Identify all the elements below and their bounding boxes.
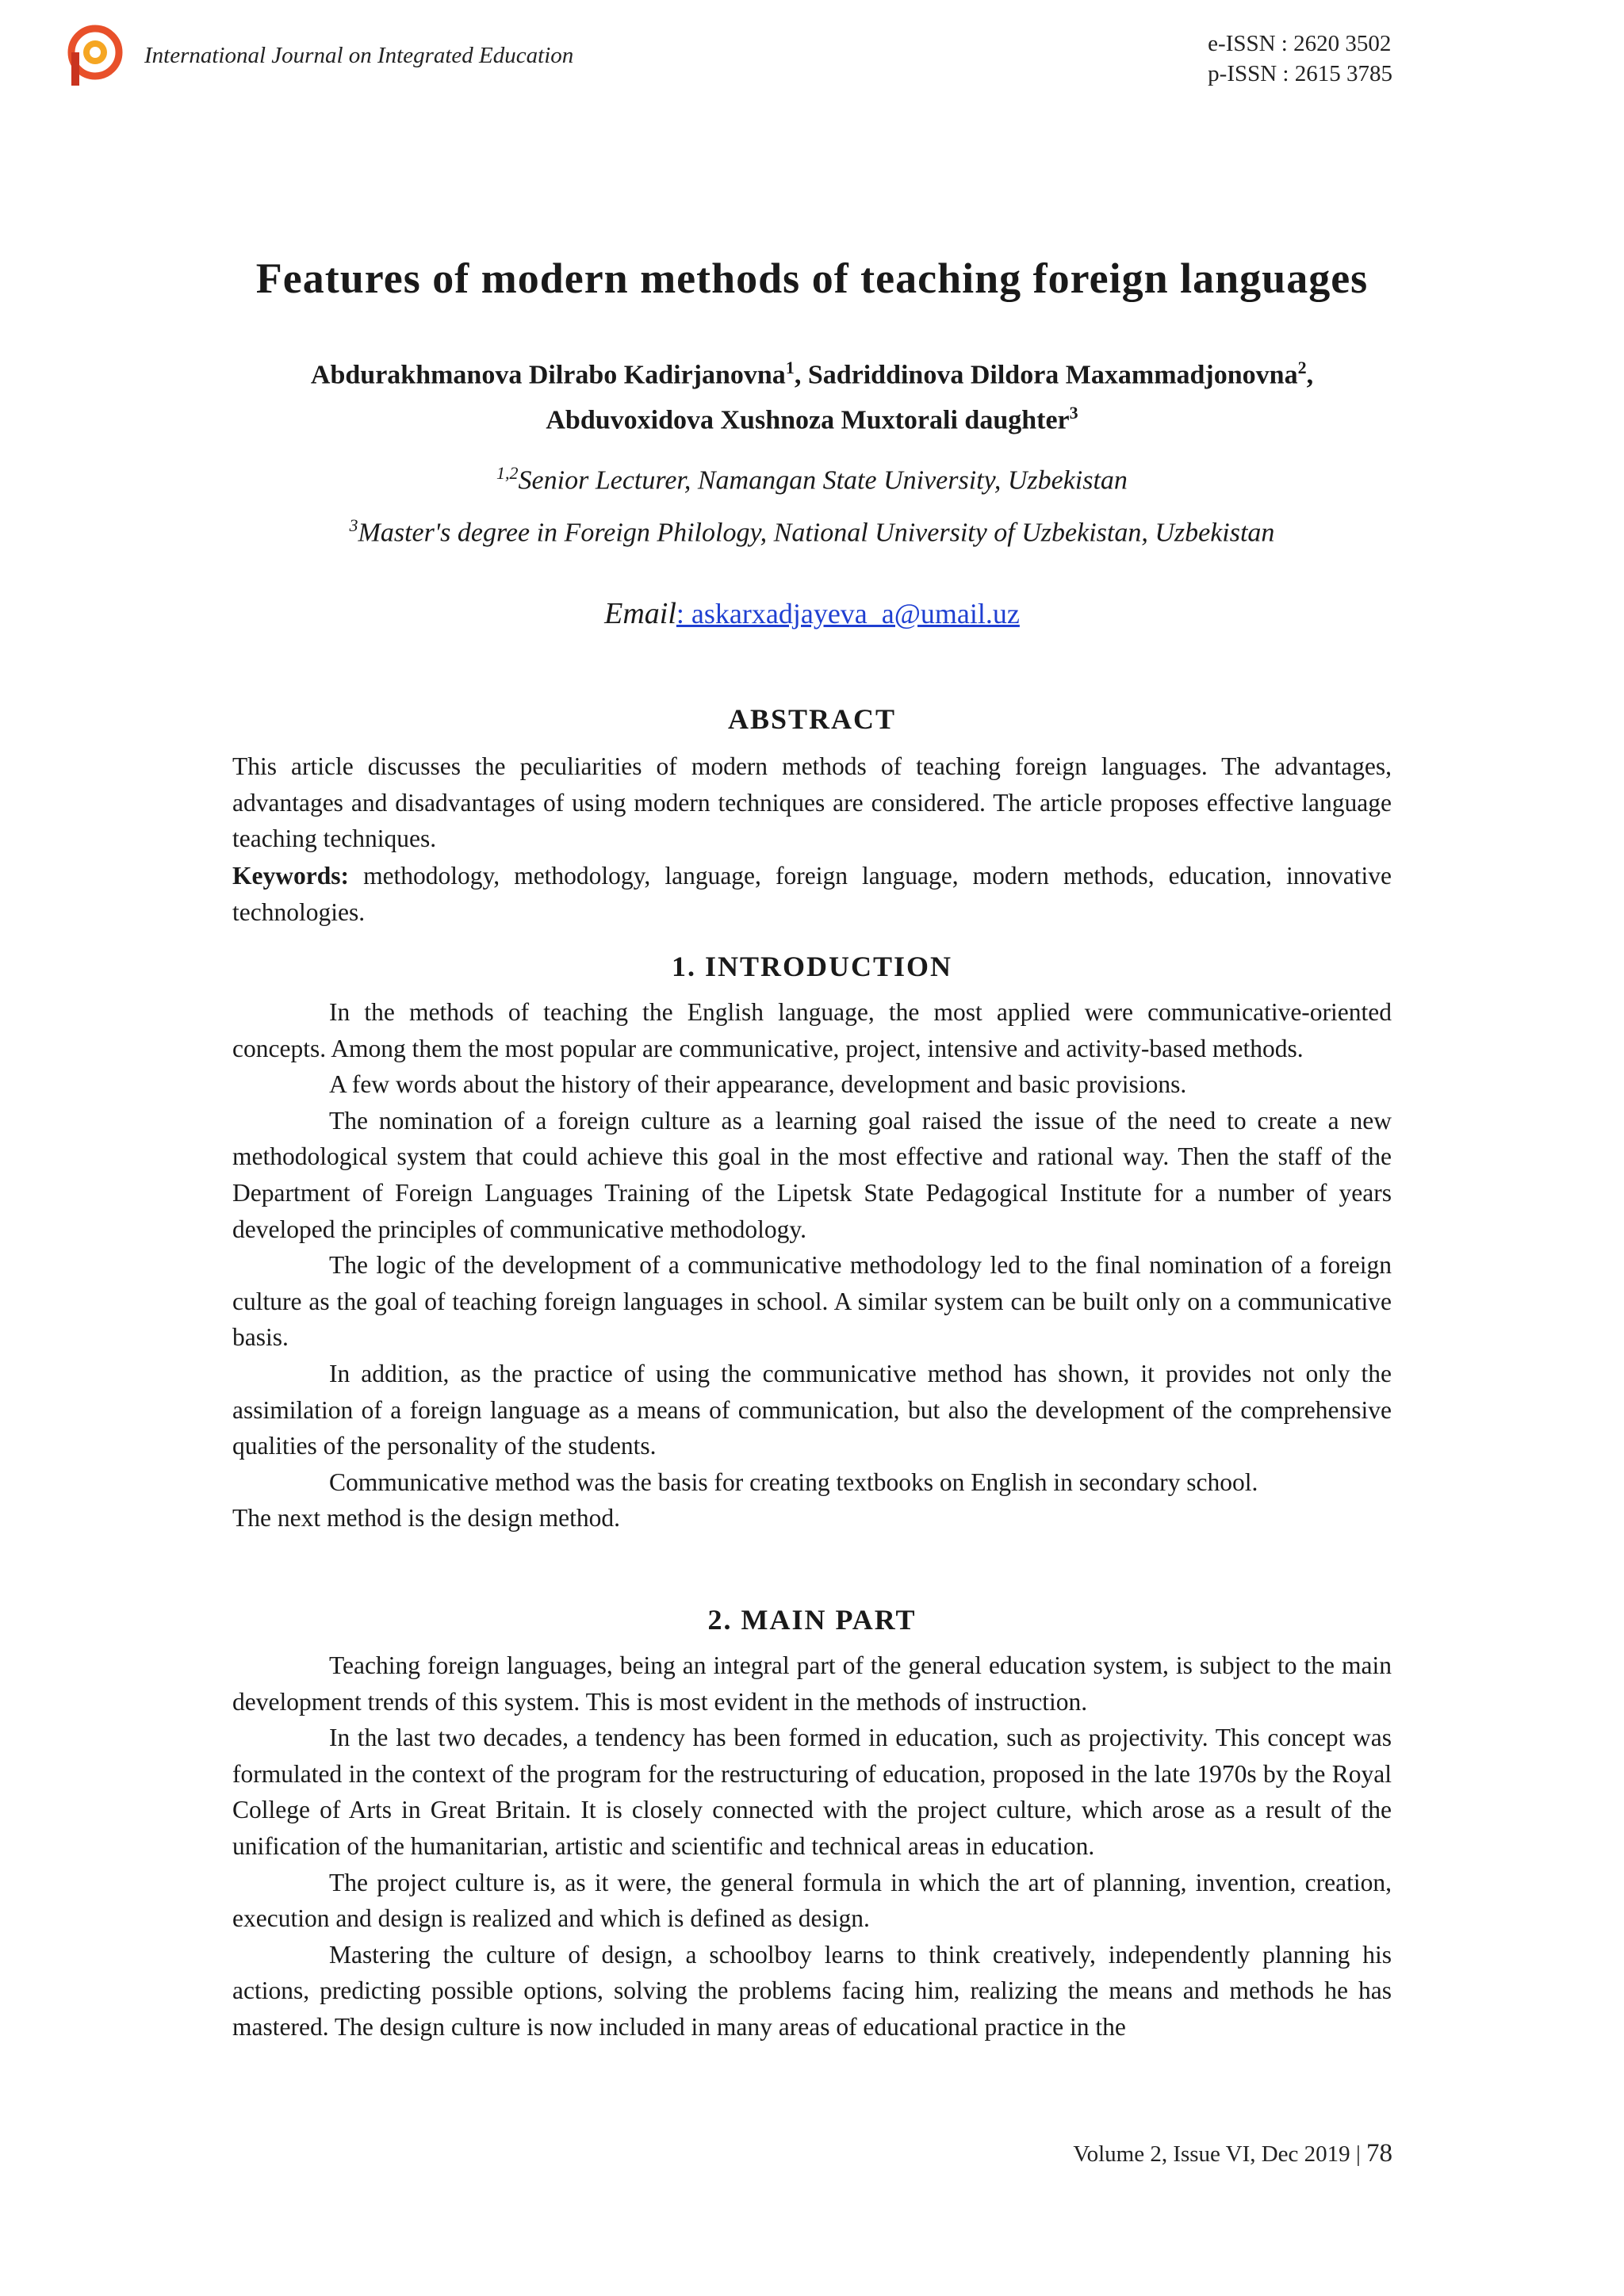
author-list: Abdurakhmanova Dilrabo Kadirjanovna$^1$, Sadriddinova Dildora Maxammadjonovna$^2$, Abduvoxidova Xushnoza Muxtorali daughter$^3$: [310, 358, 1314, 435]
author-3: Abduvoxidova Xushnoza Muxtorali daughter: [546, 405, 1070, 435]
keywords-list: methodology, methodology, language, foreign language, modern methods, education, innovative technologies.: [232, 862, 1392, 926]
intro-paragraph: The next method is the design method.: [232, 1504, 621, 1533]
introduction-body: [232, 994, 1392, 1536]
intro-paragraph: Communicative method was the basis for creating textbooks on English in secondary school.: [329, 1468, 1258, 1496]
intro-paragraph: In the methods of teaching the English language, the most applied were communicative-oriented concepts. Among them the most popular are communicative, project, intensive and activity-based methods.: [232, 998, 1392, 1062]
affiliation-1: [206, 463, 1418, 496]
email-link[interactable]: : askarxadjayeva_a@umail.uz: [676, 598, 1020, 629]
email-label: Email: [604, 597, 676, 630]
page-number: 78: [1366, 2139, 1392, 2168]
author-1: Abdurakhmanova Dilrabo Kadirjanovna: [310, 360, 786, 390]
main-paragraph: The project culture is, as it were, the general formula in which the art of planning, invention, creation, execution and design is realized and which is defined as design.: [232, 1868, 1392, 1933]
main-paragraph: Teaching foreign languages, being an integral part of the general education system, is subject to the main development trends of this system. This is most evident in the methods of instruction.: [232, 1651, 1392, 1716]
author-1-sup: 1: [785, 358, 795, 377]
e-issn: e-ISSN : 2620 3502: [1208, 31, 1392, 56]
issn-block: [1208, 29, 1392, 89]
volume-info: Volume 2, Issue VI, Dec 2019: [1073, 2141, 1350, 2167]
journal-logo-icon: [67, 22, 124, 89]
author-3-sup: 3: [1069, 403, 1078, 423]
affiliation-2-sup: 3: [349, 515, 358, 535]
affiliation-2: [206, 515, 1418, 548]
author-2: Sadriddinova Dildora Maxammadjonovna: [807, 360, 1298, 390]
abstract-heading: ABSTRACT: [727, 703, 897, 735]
abstract-text: This article discusses the peculiarities of modern methods of teaching foreign languages. The advantages, advantages and disadvantages of using modern techniques are considered. The article proposes effective language teaching techniques.: [232, 752, 1392, 853]
intro-paragraph: The nomination of a foreign culture as a learning goal raised the issue of the need to create a new methodological system that could achieve this goal in the most effective and rational way. Then the staff of the Department of Foreign Languages Training of the Lipetsk State Pedagogical Institute for a number of years developed the principles of communicative methodology.: [232, 1106, 1392, 1243]
main-paragraph: Mastering the culture of design, a schoolboy learns to think creatively, independently planning his actions, predicting possible options, solving the problems facing him, realizing the means and methods he has mastered. The design culture is now included in many areas of educational practice in the: [232, 1940, 1392, 2041]
journal-name: International Journal on Integrated Education: [144, 43, 574, 68]
main-paragraph: In the last two decades, a tendency has been formed in education, such as projectivity. This concept was formulated in the context of the program for the restructuring of education, proposed in the late 1970s by the Royal College of Arts in Great Britain. It is closely connected with the project culture, which arose as a result of the unification of the humanitarian, artistic and scientific and technical areas in education.: [232, 1724, 1392, 1860]
affiliation-1-sup: 1,2: [496, 463, 519, 483]
intro-paragraph: The logic of the development of a communicative methodology led to the final nomination of a foreign culture as the goal of teaching foreign languages in school. A similar system can be built only on a communicative basis.: [232, 1251, 1392, 1352]
footer-separator: |: [1355, 2141, 1361, 2167]
page-footer: [1073, 2139, 1392, 2168]
keywords: [232, 858, 1392, 930]
main-part-heading: 2. MAIN PART: [707, 1604, 917, 1636]
intro-paragraph: A few words about the history of their appearance, development and basic provisions.: [329, 1070, 1187, 1099]
email-line: [206, 596, 1418, 631]
intro-paragraph: In addition, as the practice of using the communicative method has shown, it provides not only the assimilation of a foreign language as a means of communication, but also the development of the comprehensive qualities of the personality of the students.: [232, 1359, 1392, 1460]
main-part-body: [232, 1647, 1392, 2045]
keywords-label: Keywords:: [232, 862, 349, 890]
introduction-heading: 1. INTRODUCTION: [671, 951, 953, 982]
author-2-sup: 2: [1297, 358, 1307, 377]
paper-title: Features of modern methods of teaching foreign languages: [255, 254, 1369, 302]
affiliation-1-text: Senior Lecturer, Namangan State University, Uzbekistan: [518, 465, 1128, 496]
affiliation-2-text: Master's degree in Foreign Philology, National University of Uzbekistan, Uzbekistan: [358, 518, 1275, 548]
p-issn: p-ISSN : 2615 3785: [1208, 61, 1392, 86]
